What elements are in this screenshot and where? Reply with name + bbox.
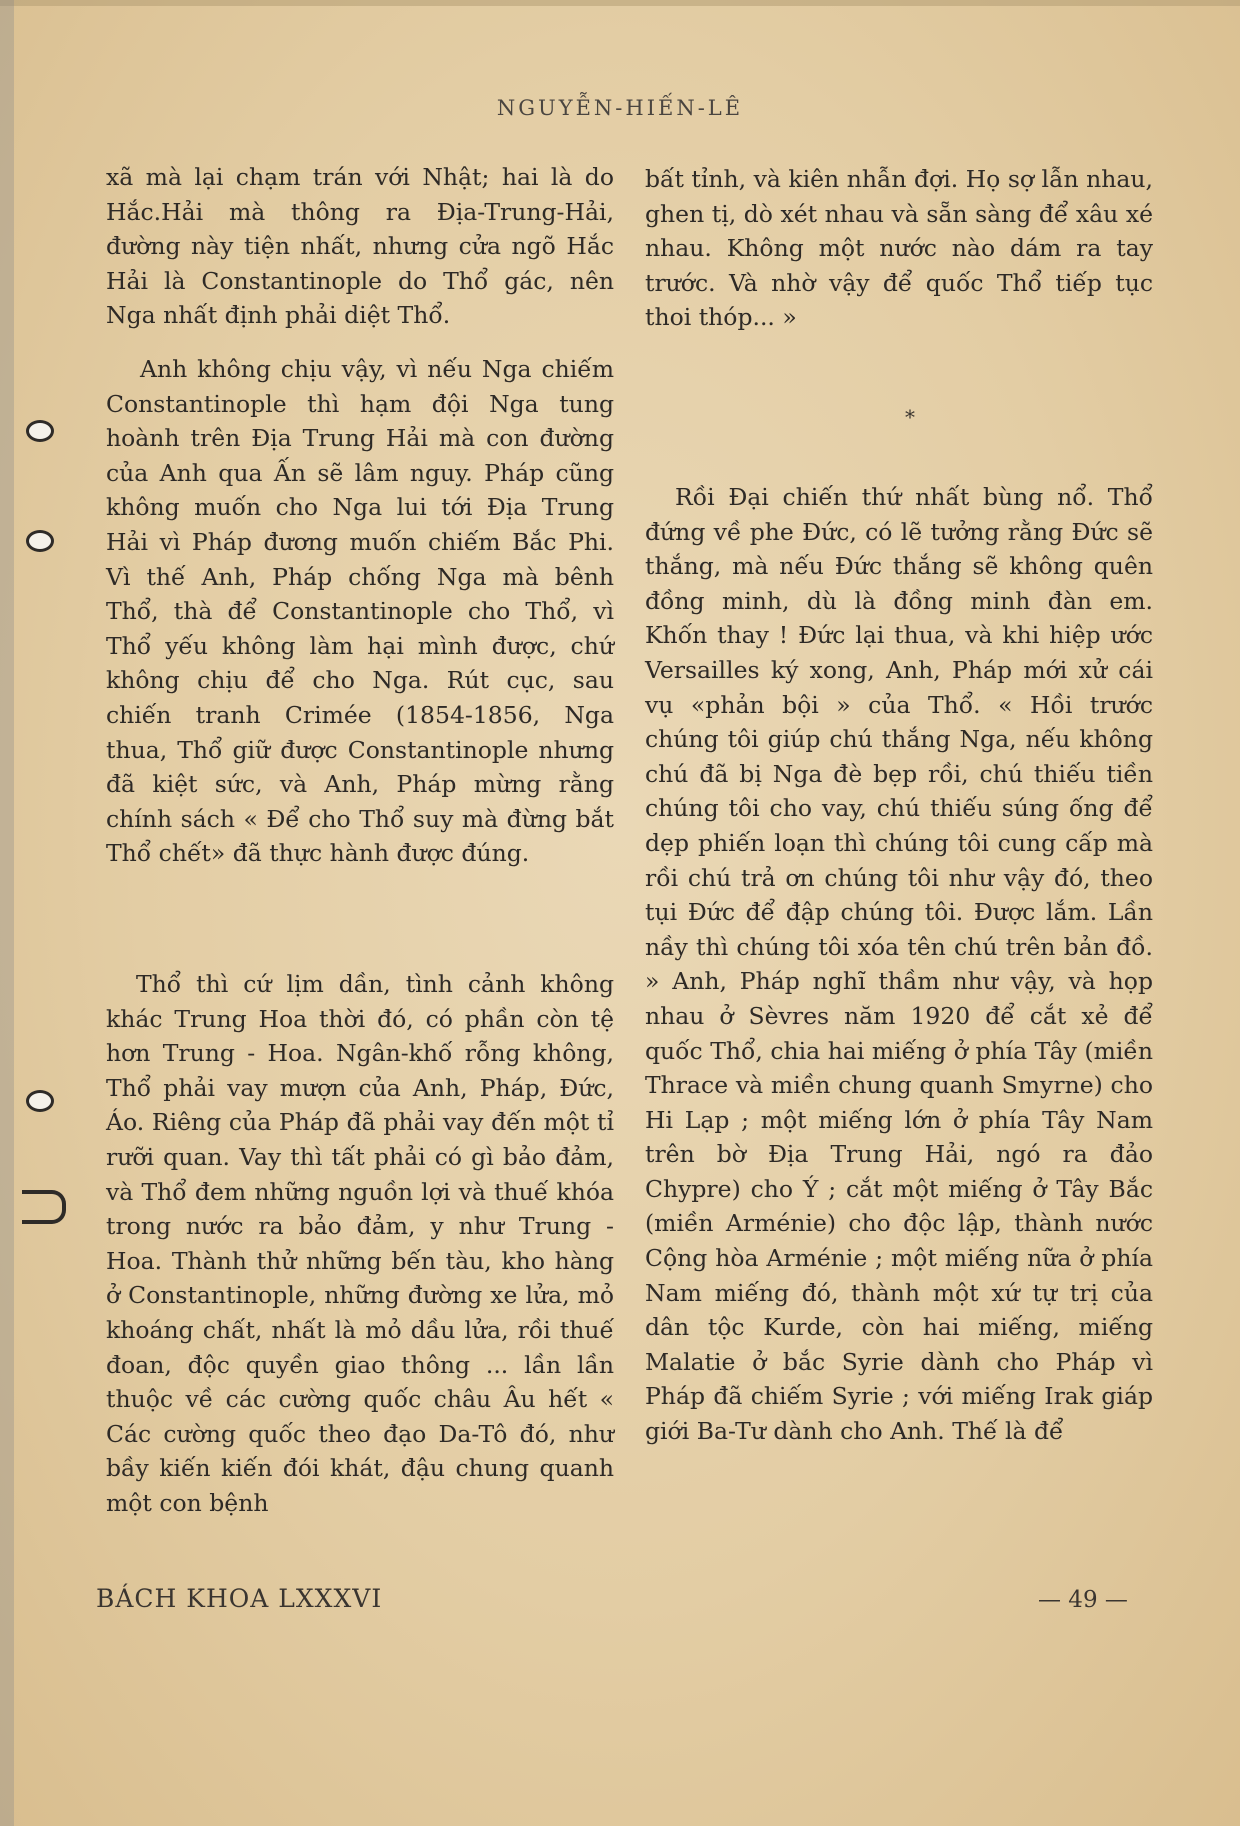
- binding-hole: [26, 420, 54, 442]
- page-left-edge: [0, 0, 14, 1826]
- left-paragraph-3: Thổ thì cứ lịm dần, tình cảnh không khác Trung Hoa thời đó, có phần còn tệ hơn Trung - Hoa. Ngân-khố rỗng không, Thổ phải vay mượn của Anh, Pháp, Đức, Áo. Riêng của Pháp đã phải vay đến một tỉ rưỡi quan. Vay thì tất phải có gì bảo đảm, và Thổ đem những nguồn lợi và thuế khóa trong nước ra bảo đảm, y như Trung - Hoa. Thành thử những bến tàu, kho hàng ở Constantinople, những đường xe lửa, mỏ khoáng chất, nhất là mỏ dầu lửa, rồi thuế đoan, độc quyền giao thông ... lần lần thuộc về các cường quốc châu Âu hết « Các cường quốc theo đạo Da-Tô đó, như bầy kiến kiến đói khát, đậu chung quanh một con bệnh: [106, 970, 614, 1517]
- binding-hole: [26, 1090, 54, 1112]
- right-paragraph-2: Rồi Đại chiến thứ nhất bùng nổ. Thổ đứng về phe Đức, có lẽ tưởng rằng Đức sẽ thắng, mà nếu Đức thắng sẽ không quên đồng minh, dù là đồng minh đàn em. Khốn thay ! Đức lại thua, và khi hiệp ước Versailles ký xong, Anh, Pháp mới xử cái vụ «phản bội » của Thổ. « Hồi trước chúng tôi giúp chú thắng Nga, nếu không chú đã bị Nga đè bẹp rồi, chú thiếu tiền chúng tôi cho vay, chú thiếu súng ống để dẹp phiến loạn thì chúng tôi cung cấp mà rồi chú trả ơn chúng tôi như vậy đó, theo tụi Đức để đập chúng tôi. Được lắm. Lần nầy thì chúng tôi xóa tên chú trên bản đồ. » Anh, Pháp nghĩ thầm như vậy, và họp nhau ở Sèvres năm 1920 để cắt xẻ để quốc Thổ, chia hai miếng ở phía Tây (miền Thrace và miền chung quanh Smyrne) cho Hi Lạp ; một miếng lớn ở phía Tây Nam trên bờ Địa Trung Hải, ngó ra đảo Chypre) cho Ý ; cắt một miếng ở Tây Bắc (miền Arménie) cho độc lập, thành nước Cộng hòa Arménie ; một miếng nữa ở phía Nam miếng đó, thành một xứ tự trị của dân tộc Kurde, còn hai miếng, miếng Malatie ở bắc Syrie dành cho Pháp vì Pháp đã chiếm Syrie ; với miếng Irak giáp giới Ba-Tư dành cho Anh. Thế là để: [645, 483, 1153, 1446]
- running-head: NGUYỄN-HIẾN-LÊ: [496, 96, 744, 120]
- binding-hole: [26, 530, 54, 552]
- publication-name: BÁCH KHOA LXXXVI: [96, 1584, 383, 1613]
- right-paragraph-1: bất tỉnh, và kiên nhẫn đợi. Họ sợ lẫn nhau, ghen tị, dò xét nhau và sẵn sàng để xâu xé nhau. Không một nước nào dám ra tay trước. Và nhờ vậy để quốc Thổ tiếp tục thoi thóp... »: [645, 165, 1153, 332]
- left-paragraph-2: Anh không chịu vậy, vì nếu Nga chiếm Constantinople thì hạm đội Nga tung hoành trên Địa Trung Hải mà con đường của Anh qua Ấn sẽ lâm nguy. Pháp cũng không muốn cho Nga lui tới Địa Trung Hải vì Pháp đương muốn chiếm Bắc Phi. Vì thế Anh, Pháp chống Nga mà bênh Thổ, thà để Constantinople cho Thổ, vì Thổ yếu không làm hại mình được, chứ không chịu để cho Nga. Rút cục, sau chiến tranh Crimée (1854-1856, Nga thua, Thổ giữ được Constantinople nhưng đã kiệt sức, và Anh, Pháp mừng rằng chính sách « Để cho Thổ suy mà đừng bắt Thổ chết» đã thực hành được đúng.: [106, 355, 614, 868]
- binding-clip: [22, 1190, 66, 1224]
- page-number: — 49 —: [1038, 1587, 1128, 1613]
- page-top-edge: [0, 0, 1240, 6]
- section-separator: *: [905, 405, 915, 429]
- left-paragraph-1: xã mà lại chạm trán với Nhật; hai là do Hắc.Hải mà thông ra Địa-Trung-Hải, đường này tiện nhất, nhưng cửa ngõ Hắc Hải là Constantinople do Thổ gác, nên Nga nhất định phải diệt Thổ.: [106, 163, 614, 330]
